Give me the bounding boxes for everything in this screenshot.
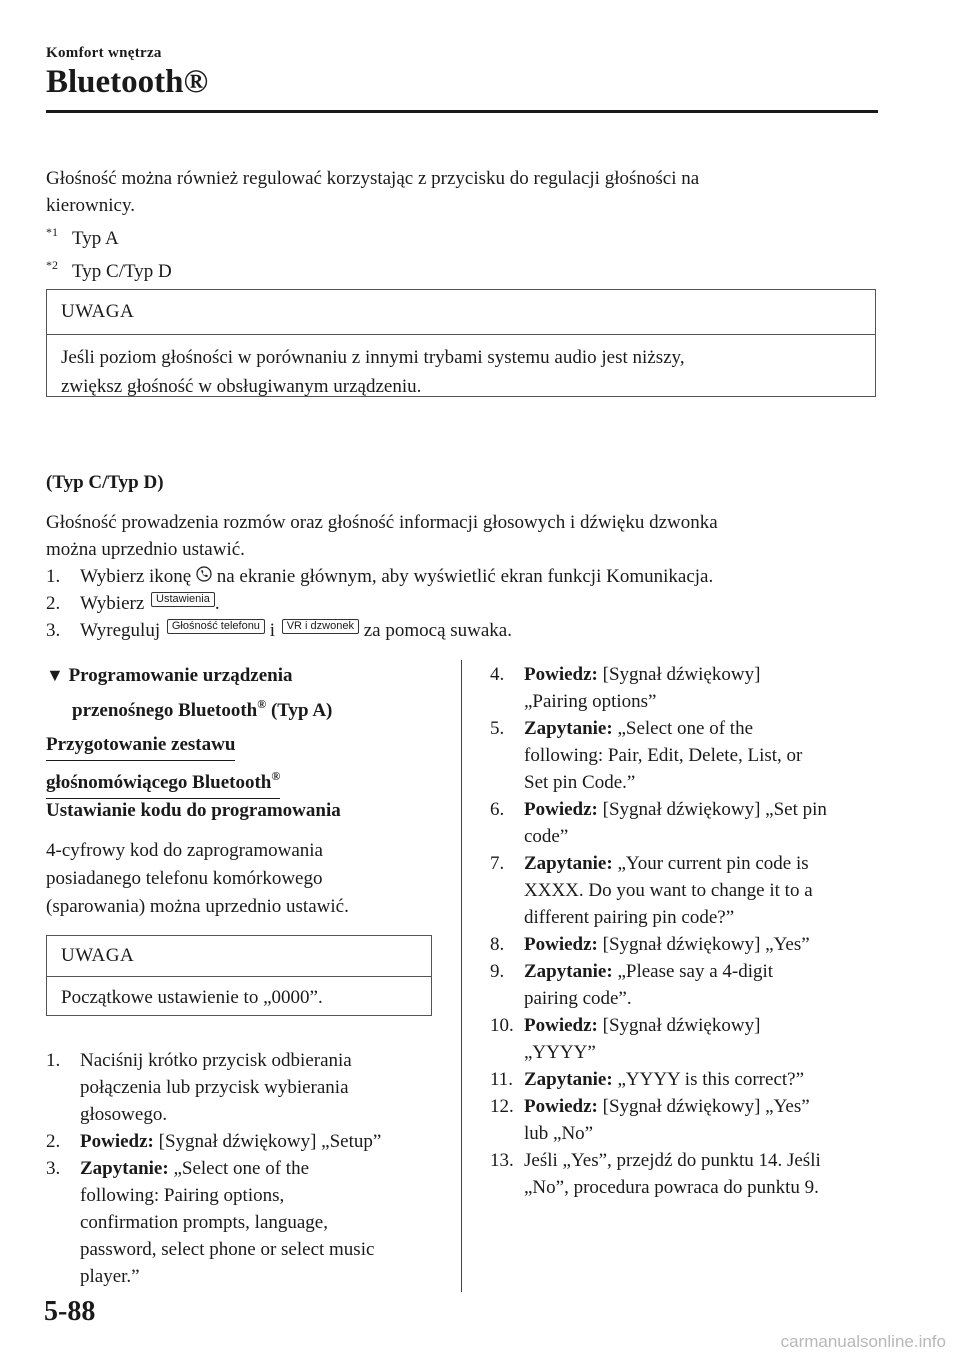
- step-item: [490, 661, 880, 715]
- step-text: „YYYY is this correct?”: [617, 1069, 805, 1090]
- typc-step-2: [46, 590, 886, 617]
- step-label: Powiedz:: [524, 934, 598, 955]
- body-line: (sparowania) można uprzednio ustawić.: [46, 896, 349, 917]
- step-number: 7.: [490, 853, 505, 874]
- footnote-text: Typ C/Typ D: [72, 261, 172, 282]
- step-text: na ekranie głównym, aby wyświetlić ekran funkcji Komunikacja.: [216, 566, 714, 587]
- step-text: Jeśli „Yes”, przejdź do punktu 14. Jeśli: [524, 1150, 821, 1171]
- step-text: „Pairing options”: [524, 691, 657, 712]
- step-label: Zapytanie:: [524, 853, 613, 874]
- step-line: [524, 850, 809, 877]
- page-title: Bluetooth®: [46, 64, 209, 100]
- step-item: [490, 931, 880, 958]
- step-text: lub „No”: [524, 1123, 594, 1144]
- step-number: 2.: [46, 1131, 61, 1152]
- vr-ringtone-button-label: VR i dzwonek: [282, 619, 359, 634]
- step-line: [80, 1128, 381, 1155]
- step-text: [Sygnał dźwiękowy]: [602, 1015, 761, 1036]
- step-number: 5.: [490, 718, 505, 739]
- step-item: [490, 1066, 880, 1093]
- step-number: 9.: [490, 961, 505, 982]
- typc-heading: (Typ C/Typ D): [46, 472, 164, 493]
- step-line: [524, 1012, 760, 1039]
- typc-line: można uprzednio ustawić.: [46, 539, 245, 560]
- intro-line: kierownicy.: [46, 195, 135, 216]
- step-number: 1.: [46, 566, 61, 587]
- step-text: XXXX. Do you want to change it to a: [524, 880, 813, 901]
- subheading-line: głośnomówiącego Bluetooth: [46, 772, 272, 793]
- step-number: 4.: [490, 664, 505, 685]
- step-line: [524, 796, 827, 823]
- step-line: [524, 1174, 819, 1201]
- programming-heading: [46, 661, 436, 725]
- step-line: [524, 742, 802, 769]
- triangle-icon: ▼: [46, 665, 64, 685]
- step-line: [524, 1093, 810, 1120]
- step-line: [80, 1101, 167, 1128]
- typc-line: Głośność prowadzenia rozmów oraz głośność informacji głosowych i dźwięku dzwonka: [46, 512, 718, 533]
- step-line: [524, 931, 810, 958]
- registered-mark: ®: [271, 769, 281, 783]
- step-number: 1.: [46, 1050, 61, 1071]
- step-text: password, select phone or select music: [80, 1239, 375, 1260]
- step-text: „Select one of the: [617, 718, 754, 739]
- step-label: Zapytanie:: [524, 961, 613, 982]
- step-label: Powiedz:: [524, 799, 598, 820]
- subheading-code: Ustawianie kodu do programowania: [46, 800, 341, 821]
- phone-volume-button-label: Głośność telefonu: [167, 619, 265, 634]
- registered-mark: ®: [257, 697, 267, 711]
- step-number: 12.: [490, 1096, 514, 1117]
- footnote-2: [46, 252, 886, 285]
- step-text: Naciśnij krótko przycisk odbierania: [80, 1050, 352, 1071]
- step-number: 3.: [46, 620, 61, 641]
- step-line: [524, 715, 753, 742]
- step-line: [524, 1147, 821, 1174]
- step-text: za pomocą suwaka.: [363, 620, 512, 641]
- step-label: Zapytanie:: [80, 1158, 169, 1179]
- header-rule: [46, 110, 878, 113]
- step-text: player.”: [80, 1266, 140, 1287]
- step-text: pairing code”.: [524, 988, 632, 1009]
- step-label: Zapytanie:: [524, 718, 613, 739]
- step-item: [490, 1093, 880, 1147]
- step-text: [Sygnał dźwiękowy] „Setup”: [158, 1131, 382, 1152]
- body-line: 4-cyfrowy kod do zaprogramowania: [46, 840, 323, 861]
- typc-paragraph: [46, 509, 886, 563]
- step-number: 8.: [490, 934, 505, 955]
- step-label: Powiedz:: [524, 1015, 598, 1036]
- step-text: [Sygnał dźwiękowy] „Yes”: [602, 934, 810, 955]
- watermark: carmanualsonline.info: [780, 1332, 946, 1351]
- step-number: 13.: [490, 1150, 514, 1171]
- step-item: [490, 1147, 880, 1201]
- typc-step-1: [46, 563, 886, 590]
- step-line: [80, 1209, 328, 1236]
- intro-paragraph: [46, 165, 886, 285]
- step-item: [490, 850, 880, 931]
- typc-step-3: [46, 617, 886, 644]
- column-divider: [461, 660, 462, 1292]
- footnote-text: Typ A: [72, 228, 119, 249]
- step-line: [524, 1039, 596, 1066]
- step-item: [490, 958, 880, 1012]
- step-label: Powiedz:: [524, 664, 598, 685]
- step-text: „Select one of the: [173, 1158, 310, 1179]
- subheading-prep: [46, 730, 436, 799]
- step-line: [524, 904, 734, 931]
- step-text: Wybierz ikonę: [80, 566, 192, 587]
- step-item: [46, 1155, 436, 1290]
- step-number: 11.: [490, 1069, 514, 1090]
- body-line: posiadanego telefonu komórkowego: [46, 868, 323, 889]
- step-line: [524, 1066, 804, 1093]
- step-text: confirmation prompts, language,: [80, 1212, 328, 1233]
- step-text: i: [269, 620, 275, 641]
- step-text: głosowego.: [80, 1104, 168, 1125]
- note-box: [46, 289, 876, 397]
- step-line: [524, 985, 632, 1012]
- intro-line: Głośność można również regulować korzystając z przycisku do regulacji głośności na: [46, 168, 700, 189]
- note-box-initial: [46, 935, 432, 1016]
- step-line: [80, 1074, 349, 1101]
- step-text: different pairing pin code?”: [524, 907, 735, 928]
- step-item: [46, 1047, 436, 1128]
- page-number: 5-88: [44, 1296, 96, 1327]
- step-text: code”: [524, 826, 569, 847]
- step-text: following: Pairing options,: [80, 1185, 285, 1206]
- step-label: Powiedz:: [524, 1096, 598, 1117]
- step-line: [80, 1236, 374, 1263]
- step-text: [Sygnał dźwiękowy] „Set pin: [602, 799, 827, 820]
- section-label: Komfort wnętrza: [46, 45, 162, 61]
- note-body: [47, 335, 875, 401]
- step-text: „No”, procedura powraca do punktu 9.: [524, 1177, 819, 1198]
- step-line: [524, 958, 773, 985]
- step-item: [490, 1012, 880, 1066]
- settings-button-label: Ustawienia: [151, 592, 215, 607]
- footnote-mark: *1: [46, 225, 58, 239]
- heading-line: (Typ A): [266, 700, 333, 721]
- step-text: Set pin Code.”: [524, 772, 636, 793]
- note-heading: UWAGA: [47, 936, 431, 977]
- footnote-mark: *2: [46, 258, 58, 272]
- note-line: zwiększ głośność w obsługiwanym urządzeniu.: [61, 376, 422, 397]
- step-text: Wyreguluj: [80, 620, 161, 641]
- step-text: połączenia lub przycisk wybierania: [80, 1077, 349, 1098]
- heading-line: Programowanie urządzenia: [68, 665, 293, 686]
- note-heading: UWAGA: [47, 290, 875, 335]
- step-item: [46, 1128, 436, 1155]
- footnote-1: [46, 219, 886, 252]
- note-line: Jeśli poziom głośności w porównaniu z innymi trybami systemu audio jest niższy,: [61, 347, 685, 368]
- step-number: 2.: [46, 593, 61, 614]
- step-line: [80, 1155, 309, 1182]
- step-label: Zapytanie:: [524, 1069, 613, 1090]
- step-line: [80, 1263, 140, 1290]
- step-text: [Sygnał dźwiękowy]: [602, 664, 761, 685]
- step-text: „Your current pin code is: [617, 853, 809, 874]
- phone-icon: [196, 566, 212, 582]
- step-item: [490, 796, 880, 850]
- step-line: [524, 877, 813, 904]
- step-text: .: [214, 593, 220, 614]
- step-number: 10.: [490, 1015, 514, 1036]
- step-item: [490, 715, 880, 796]
- step-line: [524, 823, 568, 850]
- step-line: [524, 1120, 593, 1147]
- step-line: [524, 688, 656, 715]
- note-body: Początkowe ustawienie to „0000”.: [61, 987, 323, 1008]
- step-text: Wybierz: [80, 593, 145, 614]
- step-line: [524, 769, 635, 796]
- step-text: „Please say a 4-digit: [617, 961, 774, 982]
- step-line: [80, 1047, 352, 1074]
- step-text: following: Pair, Edit, Delete, List, or: [524, 745, 803, 766]
- subheading-line: Przygotowanie zestawu: [46, 730, 235, 761]
- step-text: [Sygnał dźwiękowy] „Yes”: [602, 1096, 810, 1117]
- step-label: Powiedz:: [80, 1131, 154, 1152]
- step-text: „YYYY”: [524, 1042, 596, 1063]
- code-paragraph: [46, 837, 436, 921]
- step-line: [524, 661, 760, 688]
- heading-line: przenośnego Bluetooth: [72, 700, 258, 721]
- step-line: [80, 1182, 284, 1209]
- step-number: 6.: [490, 799, 505, 820]
- step-number: 3.: [46, 1158, 61, 1179]
